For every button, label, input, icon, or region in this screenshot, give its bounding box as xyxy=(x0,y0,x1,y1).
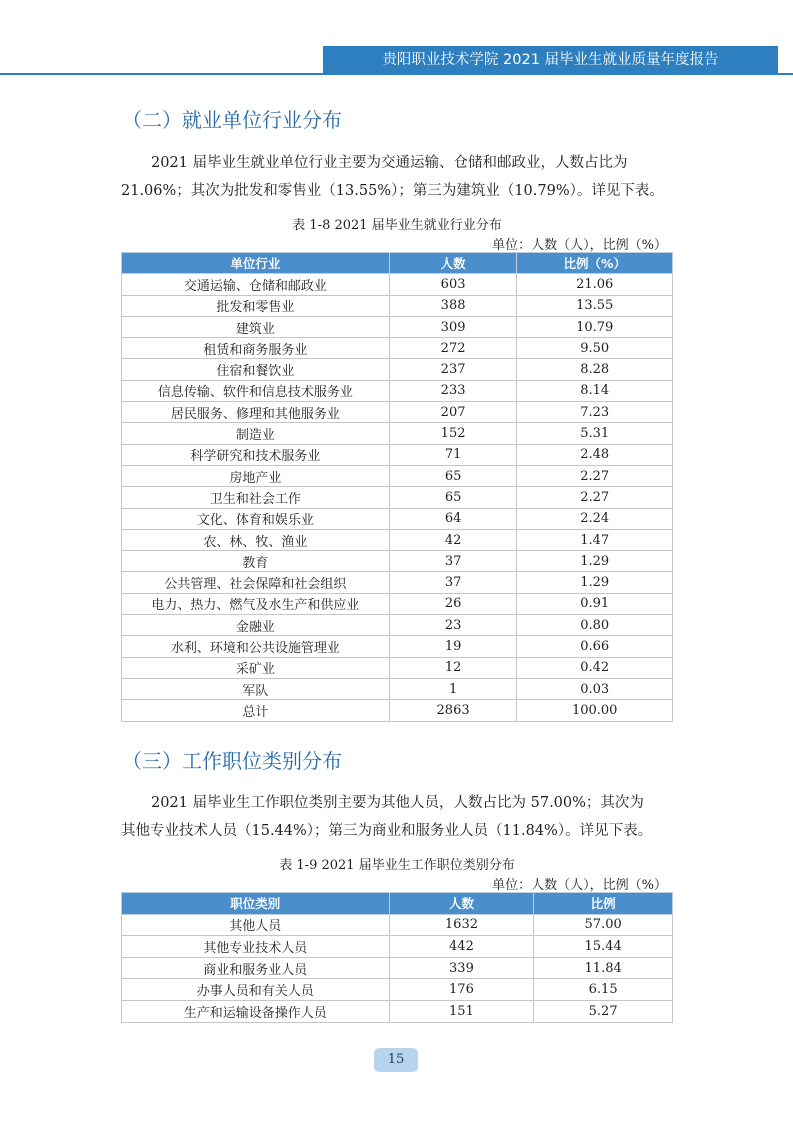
label-cell: 其他人员 xyxy=(122,914,390,936)
ratio-cell: 57.00 xyxy=(534,914,673,936)
table-row xyxy=(122,508,673,529)
table-row xyxy=(122,444,673,465)
job-category-paragraph xyxy=(121,789,681,845)
table-row xyxy=(122,551,673,572)
table-row xyxy=(122,572,673,593)
industry-distribution-table xyxy=(121,252,673,722)
table-row xyxy=(122,465,673,486)
count-cell: 26 xyxy=(389,593,517,614)
table-row xyxy=(122,678,673,699)
ratio-cell: 9.50 xyxy=(517,338,673,359)
table-1-9-unit-note: 单位：人数（人），比例（%） xyxy=(492,878,667,893)
ratio-cell: 0.66 xyxy=(517,636,673,657)
job-category-table xyxy=(121,892,673,1023)
label-cell: 卫生和社会工作 xyxy=(122,487,390,508)
table-header-row xyxy=(122,253,673,274)
label-cell: 军队 xyxy=(122,678,390,699)
count-cell: 151 xyxy=(389,1000,534,1022)
count-cell: 65 xyxy=(389,487,517,508)
table-row xyxy=(122,316,673,337)
count-cell: 152 xyxy=(389,423,517,444)
ratio-cell: 5.27 xyxy=(534,1000,673,1022)
header-divider xyxy=(0,73,793,75)
table-header-row xyxy=(122,893,673,915)
label-cell: 水利、环境和公共设施管理业 xyxy=(122,636,390,657)
label-cell: 生产和运输设备操作人员 xyxy=(122,1000,390,1022)
count-cell: 64 xyxy=(389,508,517,529)
table-row xyxy=(122,359,673,380)
column-header-count: 人数 xyxy=(389,893,534,915)
column-header-category: 职位类别 xyxy=(122,893,390,915)
table-row xyxy=(122,657,673,678)
ratio-cell: 0.91 xyxy=(517,593,673,614)
label-cell: 制造业 xyxy=(122,423,390,444)
ratio-cell: 5.31 xyxy=(517,423,673,444)
ratio-cell: 7.23 xyxy=(517,402,673,423)
report-title-banner: 贵阳职业技术学院 2021 届毕业生就业质量年度报告 xyxy=(323,46,778,74)
table-1-8-unit-note: 单位：人数（人），比例（%） xyxy=(492,238,667,253)
ratio-cell: 6.15 xyxy=(534,979,673,1001)
count-cell: 19 xyxy=(389,636,517,657)
table-row xyxy=(122,914,673,936)
count-cell: 37 xyxy=(389,572,517,593)
count-cell: 71 xyxy=(389,444,517,465)
ratio-cell: 1.29 xyxy=(517,572,673,593)
table-row xyxy=(122,593,673,614)
count-cell: 388 xyxy=(389,295,517,316)
ratio-cell: 13.55 xyxy=(517,295,673,316)
count-cell: 233 xyxy=(389,380,517,401)
label-cell: 文化、体育和娱乐业 xyxy=(122,508,390,529)
table-row xyxy=(122,529,673,550)
ratio-cell: 8.14 xyxy=(517,380,673,401)
label-cell: 总计 xyxy=(122,700,390,721)
count-cell: 2863 xyxy=(389,700,517,721)
count-cell: 442 xyxy=(389,936,534,958)
ratio-cell: 2.27 xyxy=(517,487,673,508)
count-cell: 603 xyxy=(389,274,517,295)
count-cell: 23 xyxy=(389,615,517,636)
table-row xyxy=(122,274,673,295)
ratio-cell: 10.79 xyxy=(517,316,673,337)
count-cell: 237 xyxy=(389,359,517,380)
label-cell: 交通运输、仓储和邮政业 xyxy=(122,274,390,295)
table-row xyxy=(122,380,673,401)
label-cell: 房地产业 xyxy=(122,465,390,486)
ratio-cell: 2.24 xyxy=(517,508,673,529)
column-header-ratio: 比例 xyxy=(534,893,673,915)
count-cell: 37 xyxy=(389,551,517,572)
label-cell: 居民服务、修理和其他服务业 xyxy=(122,402,390,423)
table-row xyxy=(122,402,673,423)
label-cell: 农、林、牧、渔业 xyxy=(122,529,390,550)
label-cell: 科学研究和技术服务业 xyxy=(122,444,390,465)
industry-paragraph-line-2: 21.06%；其次为批发和零售业（13.55%）；第三为建筑业（10.79%）。详见下表。 xyxy=(121,183,664,199)
label-cell: 建筑业 xyxy=(122,316,390,337)
table-row xyxy=(122,700,673,721)
column-header-industry: 单位行业 xyxy=(122,253,390,274)
ratio-cell: 8.28 xyxy=(517,359,673,380)
section-heading-job-category: （三）工作职位类别分布 xyxy=(122,749,342,773)
count-cell: 1 xyxy=(389,678,517,699)
count-cell: 339 xyxy=(389,957,534,979)
count-cell: 65 xyxy=(389,465,517,486)
ratio-cell: 100.00 xyxy=(517,700,673,721)
label-cell: 租赁和商务服务业 xyxy=(122,338,390,359)
table-row xyxy=(122,1000,673,1022)
label-cell: 公共管理、社会保障和社会组织 xyxy=(122,572,390,593)
section-heading-industry: （二）就业单位行业分布 xyxy=(122,108,342,132)
count-cell: 1632 xyxy=(389,914,534,936)
ratio-cell: 11.84 xyxy=(534,957,673,979)
count-cell: 272 xyxy=(389,338,517,359)
label-cell: 信息传输、软件和信息技术服务业 xyxy=(122,380,390,401)
label-cell: 采矿业 xyxy=(122,657,390,678)
table-row xyxy=(122,487,673,508)
industry-paragraph xyxy=(121,149,681,205)
table-row xyxy=(122,636,673,657)
table-row xyxy=(122,338,673,359)
label-cell: 教育 xyxy=(122,551,390,572)
ratio-cell: 0.80 xyxy=(517,615,673,636)
ratio-cell: 15.44 xyxy=(534,936,673,958)
ratio-cell: 2.27 xyxy=(517,465,673,486)
label-cell: 电力、热力、燃气及水生产和供应业 xyxy=(122,593,390,614)
count-cell: 207 xyxy=(389,402,517,423)
count-cell: 309 xyxy=(389,316,517,337)
table-1-8-caption: 表 1-8 2021 届毕业生就业行业分布 xyxy=(292,218,502,233)
table-1-9-caption: 表 1-9 2021 届毕业生工作职位类别分布 xyxy=(279,858,515,873)
table-row xyxy=(122,957,673,979)
job-category-paragraph-line-2: 其他专业技术人员（15.44%）；第三为商业和服务业人员（11.84%）。详见下表。 xyxy=(121,823,653,839)
table-row xyxy=(122,615,673,636)
ratio-cell: 0.03 xyxy=(517,678,673,699)
label-cell: 其他专业技术人员 xyxy=(122,936,390,958)
label-cell: 住宿和餐饮业 xyxy=(122,359,390,380)
ratio-cell: 1.29 xyxy=(517,551,673,572)
table-row xyxy=(122,936,673,958)
count-cell: 42 xyxy=(389,529,517,550)
ratio-cell: 2.48 xyxy=(517,444,673,465)
label-cell: 金融业 xyxy=(122,615,390,636)
ratio-cell: 1.47 xyxy=(517,529,673,550)
job-category-paragraph-line-1: 2021 届毕业生工作职位类别主要为其他人员，人数占比为 57.00%；其次为 xyxy=(151,795,644,811)
industry-paragraph-line-1: 2021 届毕业生就业单位行业主要为交通运输、仓储和邮政业，人数占比为 xyxy=(151,155,628,171)
table-row xyxy=(122,423,673,444)
table-row xyxy=(122,979,673,1001)
label-cell: 批发和零售业 xyxy=(122,295,390,316)
column-header-count: 人数 xyxy=(389,253,517,274)
ratio-cell: 0.42 xyxy=(517,657,673,678)
count-cell: 176 xyxy=(389,979,534,1001)
page-number: 15 xyxy=(374,1048,418,1072)
table-row xyxy=(122,295,673,316)
column-header-ratio: 比例（%） xyxy=(517,253,673,274)
count-cell: 12 xyxy=(389,657,517,678)
label-cell: 办事人员和有关人员 xyxy=(122,979,390,1001)
ratio-cell: 21.06 xyxy=(517,274,673,295)
label-cell: 商业和服务业人员 xyxy=(122,957,390,979)
